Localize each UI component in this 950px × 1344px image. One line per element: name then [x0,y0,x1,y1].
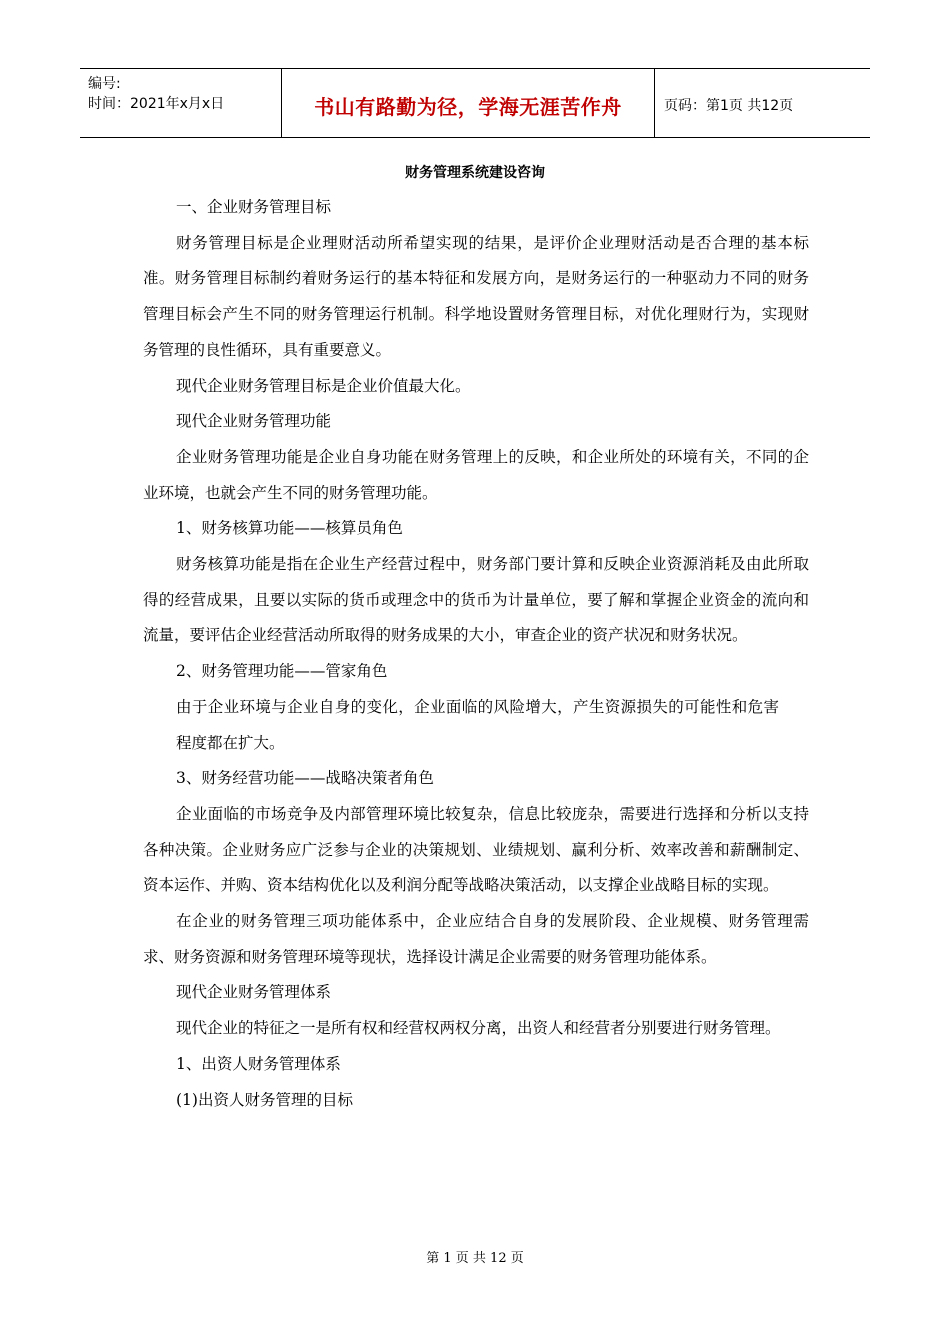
document-title: 财务管理系统建设咨询 [405,165,545,181]
paragraph: 财务管理目标是企业理财活动所希望实现的结果，是评价企业理财活动是否合理的基本标准。财务管理目标制约着财务运行的基本特征和发展方向，是财务运行的一种驱动力不同的财务管理目标会产生不同的财务管理运行机制。科学地设置财务管理目标，对优化理财行为，实现财务管理的良性循环，具有重要意义。 [143,233,809,359]
subsection-heading: 2、财务管理功能——管家角色 [176,662,388,681]
paragraph: 在企业的财务管理三项功能体系中，企业应结合自身的发展阶段、企业规模、财务管理需求、财务资源和财务管理环境等现状，选择设计满足企业需要的财务管理功能体系。 [143,912,809,966]
paragraph: 由于企业环境与企业自身的变化，企业面临的风险增大，产生资源损失的可能性和危害程度都在扩大。 [176,697,779,752]
subsection-heading: 1、出资人财务管理体系 [176,1054,341,1073]
paragraph: 企业面临的市场竞争及内部管理环境比较复杂，信息比较庞杂，需要进行选择和分析以支持各种决策。企业财务应广泛参与企业的决策规划、业绩规划、赢利分析、效率改善和薪酬制定、资本运作、并购、资本结构优化以及利润分配等战略决策活动，以支撑企业战略目标的实现。 [143,804,809,895]
header-page-cell [654,69,870,137]
paragraph: 企业财务管理功能是企业自身功能在财务管理上的反映，和企业所处的环境有关，不同的企业环境，也就会产生不同的财务管理功能。 [143,447,809,502]
section-heading: 一、企业财务管理目标 [176,198,332,216]
subsection-heading: 3、财务经营功能——战略决策者角色 [176,769,434,788]
subsection-heading: (1)出资人财务管理的目标 [176,1090,353,1109]
section-heading: 现代企业财务管理功能 [176,412,332,431]
paragraph: 现代企业的特征之一是所有权和经营权两权分离，出资人和经营者分别要进行财务管理。 [176,1019,781,1038]
document-header [80,68,870,138]
paragraph: 财务核算功能是指在企业生产经营过程中，财务部门要计算和反映企业资源消耗及由此所取得的经营成果，且要以实际的货币或理念中的货币为计量单位，要了解和掌握企业资金的流向和流量，要评估企业经营活动所取得的财务成果的大小，审查企业的资产状况和财务状况。 [143,555,809,645]
section-heading: 现代企业财务管理体系 [176,983,332,1002]
date-line: 时间：2021年x月x日 [88,96,225,112]
page-info: 页码：第1页 共12页 [664,98,794,114]
paragraph: 现代企业财务管理目标是企业价值最大化。 [176,376,471,395]
subsection-heading: 1、财务核算功能——核算员角色 [176,519,403,538]
page-footer: 第 1 页 共 12 页 [426,1251,524,1266]
document-body [143,190,809,1118]
number-label: 编号: [88,76,121,92]
header-motto-cell [281,69,655,137]
motto-text: 书山有路勤为径，学海无涯苦作舟 [314,95,622,119]
header-left-cell [80,69,280,137]
